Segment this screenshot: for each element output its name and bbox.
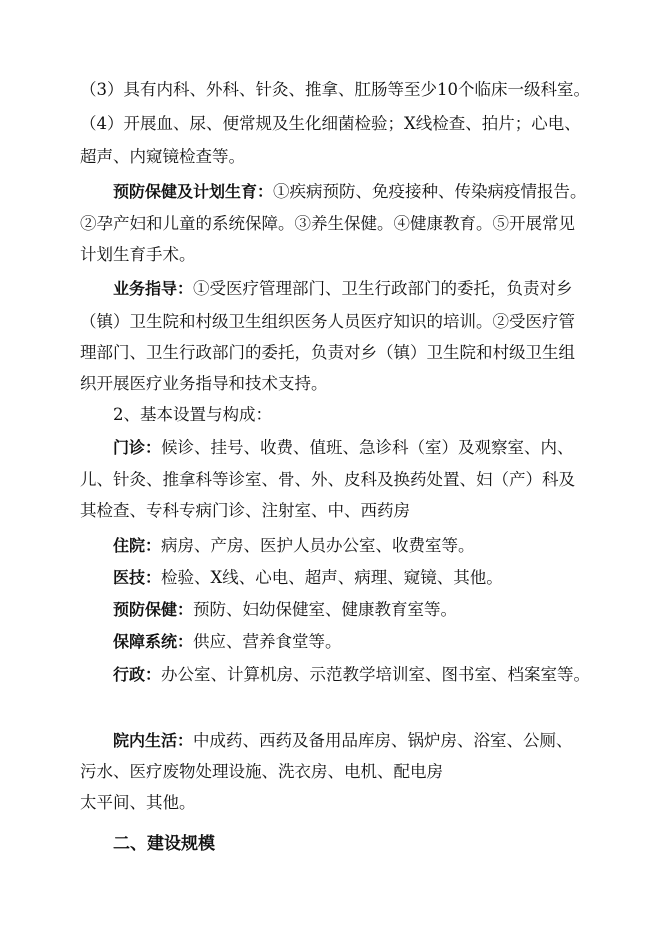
text-line: 2、基本设置与构成： (113, 405, 272, 424)
text-line: 其检查、专科专病门诊、注射室、中、西药房 (80, 501, 410, 520)
paragraph-inpatient (113, 534, 590, 558)
text: 候诊、挂号、收费、值班、急诊科（室）及观察室、内、 (161, 438, 574, 457)
label-medtech: 医技： (113, 568, 162, 587)
text: ①疾病预防、免疫接种、传染病疫情报告。 (273, 182, 587, 201)
label-outpatient: 门诊： (113, 438, 162, 457)
paragraph-outpatient (113, 436, 590, 460)
paragraph-admin (113, 663, 590, 687)
label-support: 保障系统： (113, 632, 194, 651)
paragraph-medtech (113, 566, 590, 590)
label-living: 院内生活： (113, 731, 194, 750)
label-admin: 行政： (113, 665, 162, 684)
text-line: 太平间、其他。 (80, 793, 196, 812)
text-line: （镇）卫生院和村级卫生组织医务人员医疗知识的培训。②受医疗管 (80, 312, 575, 331)
text-line: （3）具有内科、外科、针灸、推拿、肛肠等至少10个临床一级科室。 (80, 80, 590, 99)
text-line: 织开展医疗业务指导和技术支持。 (80, 374, 328, 393)
text-line: 儿、针灸、推拿科等诊室、骨、外、皮科及换药处置、妇（产）科及 (80, 470, 575, 489)
text: 检验、X线、心电、超声、病理、窥镜、其他。 (161, 568, 503, 587)
text: ①受医疗管理部门、卫生行政部门的委托，负责对乡 (193, 279, 573, 298)
text-line: ②孕产妇和儿童的系统保障。③养生保健。④健康教育。⑤开展常见 (80, 214, 575, 233)
text: 供应、营养食堂等。 (193, 632, 342, 651)
text-line: （4）开展血、尿、便常规及生化细菌检验；X线检查、拍片；心电、 (80, 114, 581, 133)
paragraph-guidance (113, 277, 590, 301)
paragraph-prevention (113, 180, 590, 204)
text-line: 理部门、卫生行政部门的委托，负责对乡（镇）卫生院和村级卫生组 (80, 343, 575, 362)
text: 办公室、计算机房、示范教学培训室、图书室、档案室等。 (161, 665, 590, 684)
label-guidance: 业务指导： (113, 279, 194, 298)
text: 中成药、西药及备用品库房、锅炉房、浴室、公厕、 (193, 731, 573, 750)
section-heading: 二、建设规模 (113, 834, 215, 854)
text-line: 超声、内窥镜检查等。 (80, 147, 245, 166)
label-inpatient: 住院： (113, 536, 162, 555)
paragraph-support (113, 630, 590, 654)
paragraph-care (113, 598, 590, 622)
paragraph-living (113, 729, 590, 753)
label-prevention: 预防保健及计划生育： (113, 182, 274, 201)
label-care: 预防保健： (113, 600, 194, 619)
text: 预防、妇幼保健室、健康教育室等。 (193, 600, 458, 619)
text: 病房、产房、医护人员办公室、收费室等。 (161, 536, 475, 555)
text-line: 污水、医疗废物处理设施、洗衣房、电机、配电房 (80, 762, 443, 781)
text-line: 计划生育手术。 (80, 245, 196, 264)
